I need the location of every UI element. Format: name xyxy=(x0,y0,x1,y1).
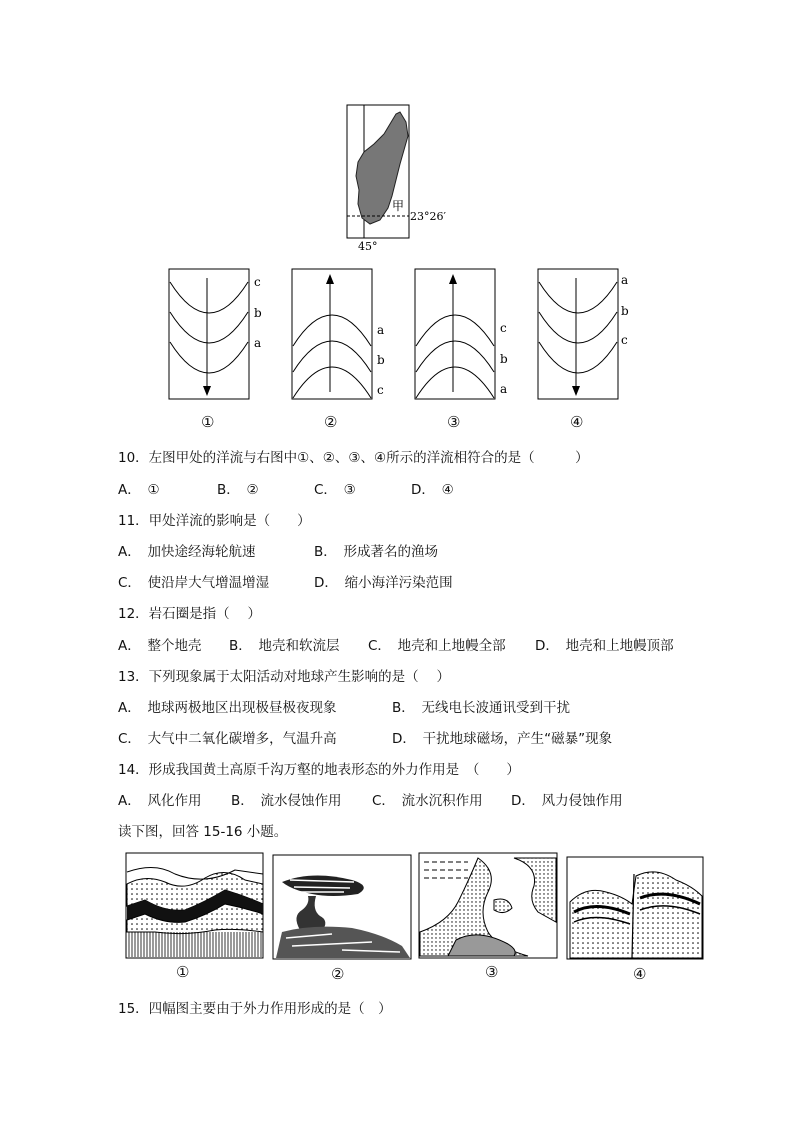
q11-option-c: C． 使沿岸大气增温增湿 xyxy=(118,575,270,591)
diagram-frame xyxy=(169,269,249,399)
q10-option-d: D． ④ xyxy=(411,482,454,498)
current-diagram-2 xyxy=(291,268,391,407)
isotherm-label: c xyxy=(621,333,628,347)
diagram-caption: ② xyxy=(324,413,338,431)
current-diagram-3 xyxy=(414,268,514,407)
landform-4 xyxy=(566,856,706,966)
landform-3-svg xyxy=(418,852,560,962)
q11-option-b: B． 形成著名的渔场 xyxy=(314,544,439,560)
madagascar-map xyxy=(340,100,450,250)
q13-option-b: B． 无线电长波通讯受到干扰 xyxy=(392,700,571,716)
question-10: 10．左图甲处的洋流与右图中①、②、③、④所示的洋流相符合的是（ ） xyxy=(118,450,589,466)
landform-2 xyxy=(272,854,414,966)
isotherm-line xyxy=(170,282,248,313)
q10-option-b: B． ② xyxy=(217,482,259,498)
question-11: 11．甲处洋流的影响是（ ） xyxy=(118,513,311,529)
q10-option-c: C． ③ xyxy=(314,482,356,498)
current-diagram-1 xyxy=(168,268,268,407)
landform-caption: ④ xyxy=(633,965,647,983)
isotherm-line xyxy=(293,367,371,398)
isotherm-label: b xyxy=(254,306,262,320)
landform-caption: ③ xyxy=(485,963,499,981)
q14-option-a: A． 风化作用 xyxy=(118,793,202,809)
current-diagram-2-svg xyxy=(291,268,391,403)
q12-option-d: D． 地壳和上地幔顶部 xyxy=(535,638,674,654)
isotherm-label: a xyxy=(377,323,385,337)
isotherm-line xyxy=(416,367,494,398)
q10-option-a: A． ① xyxy=(118,482,160,498)
arrow-down-icon xyxy=(203,386,211,396)
current-diagram-4 xyxy=(537,268,637,407)
q12-option-c: C． 地壳和上地幔全部 xyxy=(368,638,506,654)
isotherm-line xyxy=(539,282,617,313)
isotherm-label: b xyxy=(377,353,385,367)
q13-option-a: A． 地球两极地区出现极昼极夜现象 xyxy=(118,700,337,716)
isotherm-line xyxy=(539,342,617,373)
isotherm-label: b xyxy=(621,304,629,318)
reading-intro: 读下图，回答 15-16 小题。 xyxy=(118,824,288,840)
landform-1 xyxy=(125,852,265,966)
diagram-caption: ③ xyxy=(447,413,461,431)
diagram-caption: ④ xyxy=(570,413,584,431)
label-jia: 甲 xyxy=(392,199,405,213)
diagram-caption: ① xyxy=(201,413,215,431)
label-latitude: 23°26′ xyxy=(410,210,446,223)
q14-option-b: B． 流水侵蚀作用 xyxy=(231,793,342,809)
landform-1-svg xyxy=(125,852,265,962)
landform-caption: ① xyxy=(176,963,190,981)
arrow-down-icon xyxy=(572,386,580,396)
question-12: 12．岩石圈是指（ ） xyxy=(118,606,261,622)
current-diagram-3-svg xyxy=(414,268,514,403)
isotherm-line xyxy=(170,312,248,343)
landform-caption: ② xyxy=(331,965,345,983)
isotherm-label: c xyxy=(377,383,384,397)
question-13: 13．下列现象属于太阳活动对地球产生影响的是（ ） xyxy=(118,669,450,685)
diagram-frame xyxy=(415,269,495,399)
question-14: 14．形成我国黄土高原千沟万壑的地表形态的外力作用是 （ ） xyxy=(118,762,520,778)
label-longitude: 45° xyxy=(358,240,378,250)
q12-option-a: A． 整个地壳 xyxy=(118,638,202,654)
isotherm-label: a xyxy=(500,382,508,396)
rock-layer xyxy=(127,932,263,957)
diagram-frame xyxy=(538,269,618,399)
landform-4-svg xyxy=(566,856,706,962)
landform-2-svg xyxy=(272,854,414,962)
isotherm-label: a xyxy=(621,273,629,287)
q14-option-c: C． 流水沉积作用 xyxy=(372,793,483,809)
isotherm-label: a xyxy=(254,336,262,350)
landform-3 xyxy=(418,852,560,966)
q12-option-b: B． 地壳和软流层 xyxy=(229,638,340,654)
isotherm-label: c xyxy=(254,275,261,289)
madagascar-map-svg xyxy=(340,100,450,250)
q11-option-a: A． 加快途经海轮航速 xyxy=(118,544,256,560)
arrow-up-icon xyxy=(449,274,457,284)
isotherm-label: c xyxy=(500,321,507,335)
arrow-up-icon xyxy=(326,274,334,284)
question-15: 15．四幅图主要由于外力作用形成的是（ ） xyxy=(118,1001,392,1017)
q13-option-d: D． 干扰地球磁场，产生“磁暴”现象 xyxy=(392,731,613,747)
q13-option-c: C． 大气中二氧化碳增多，气温升高 xyxy=(118,731,337,747)
current-diagram-4-svg xyxy=(537,268,637,403)
isotherm-label: b xyxy=(500,352,508,366)
current-diagram-1-svg xyxy=(168,268,268,403)
diagram-frame xyxy=(292,269,372,399)
isotherm-line xyxy=(170,342,248,373)
q11-option-d: D． 缩小海洋污染范围 xyxy=(314,575,453,591)
isotherm-line xyxy=(539,312,617,343)
q14-option-d: D． 风力侵蚀作用 xyxy=(511,793,623,809)
